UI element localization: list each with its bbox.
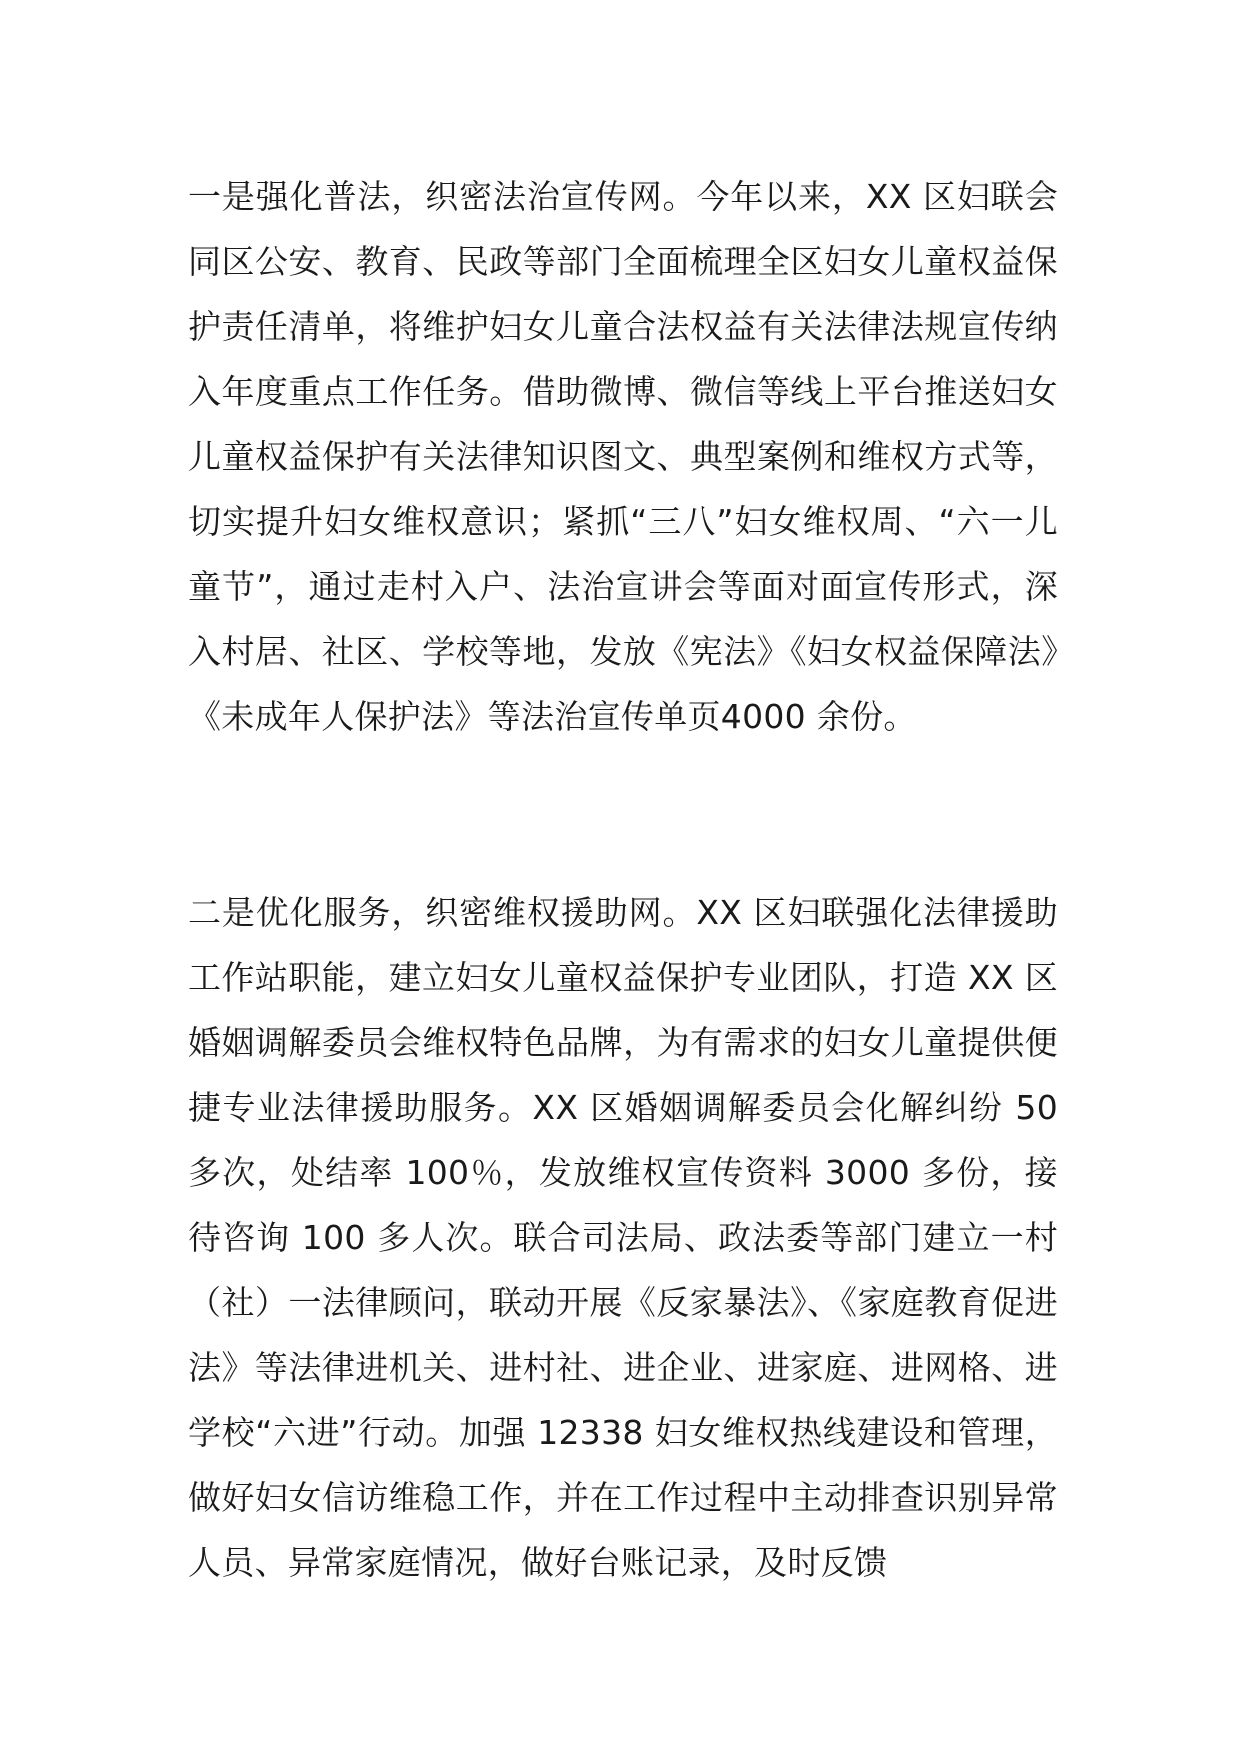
paragraph-legal-publicity: 一是强化普法，织密法治宣传网。今年以来，XX 区妇联会同区公安、教育、民政等部门全面梳理全区妇女儿童权益保护责任清单，将维护妇女儿童合法权益有关法律法规宣传纳入年度重点工作任务。借助微博、微信等线上平台推送妇女儿童权益保护有关法律知识图文、典型案例和维权方式等，切实提升妇女维权意识；紧抓“三八”妇女维权周、“六一儿童节”，通过走村入户、法治宣讲会等面对面宣传形式，深入村居、社区、学校等地，发放《宪法》《妇女权益保障法》《未成年人保护法》等法治宣传单页4000 余份。 xyxy=(188,177,1058,736)
paragraph-rights-assistance: 二是优化服务，织密维权援助网。XX 区妇联强化法律援助工作站职能，建立妇女儿童权益保护专业团队，打造 XX 区婚姻调解委员会维权特色品牌，为有需求的妇女儿童提供便捷专业法律援助服务。XX 区婚姻调解委员会化解纠纷 50多次，处结率 100％，发放维权宣传资料 3000 多份，接待咨询 100 多人次。联合司法局、政法委等部门建立一村（社）一法律顾问，联动开展《反家暴法》、《家庭教育促进法》等法律进机关、进村社、进企业、进家庭、进网格、进学校“六进”行动。加强 12338 妇女维权热线建设和管理，做好妇女信访维稳工作，并在工作过程中主动排查识别异常人员、异常家庭情况，做好台账记录，及时反馈 xyxy=(188,893,1058,1582)
